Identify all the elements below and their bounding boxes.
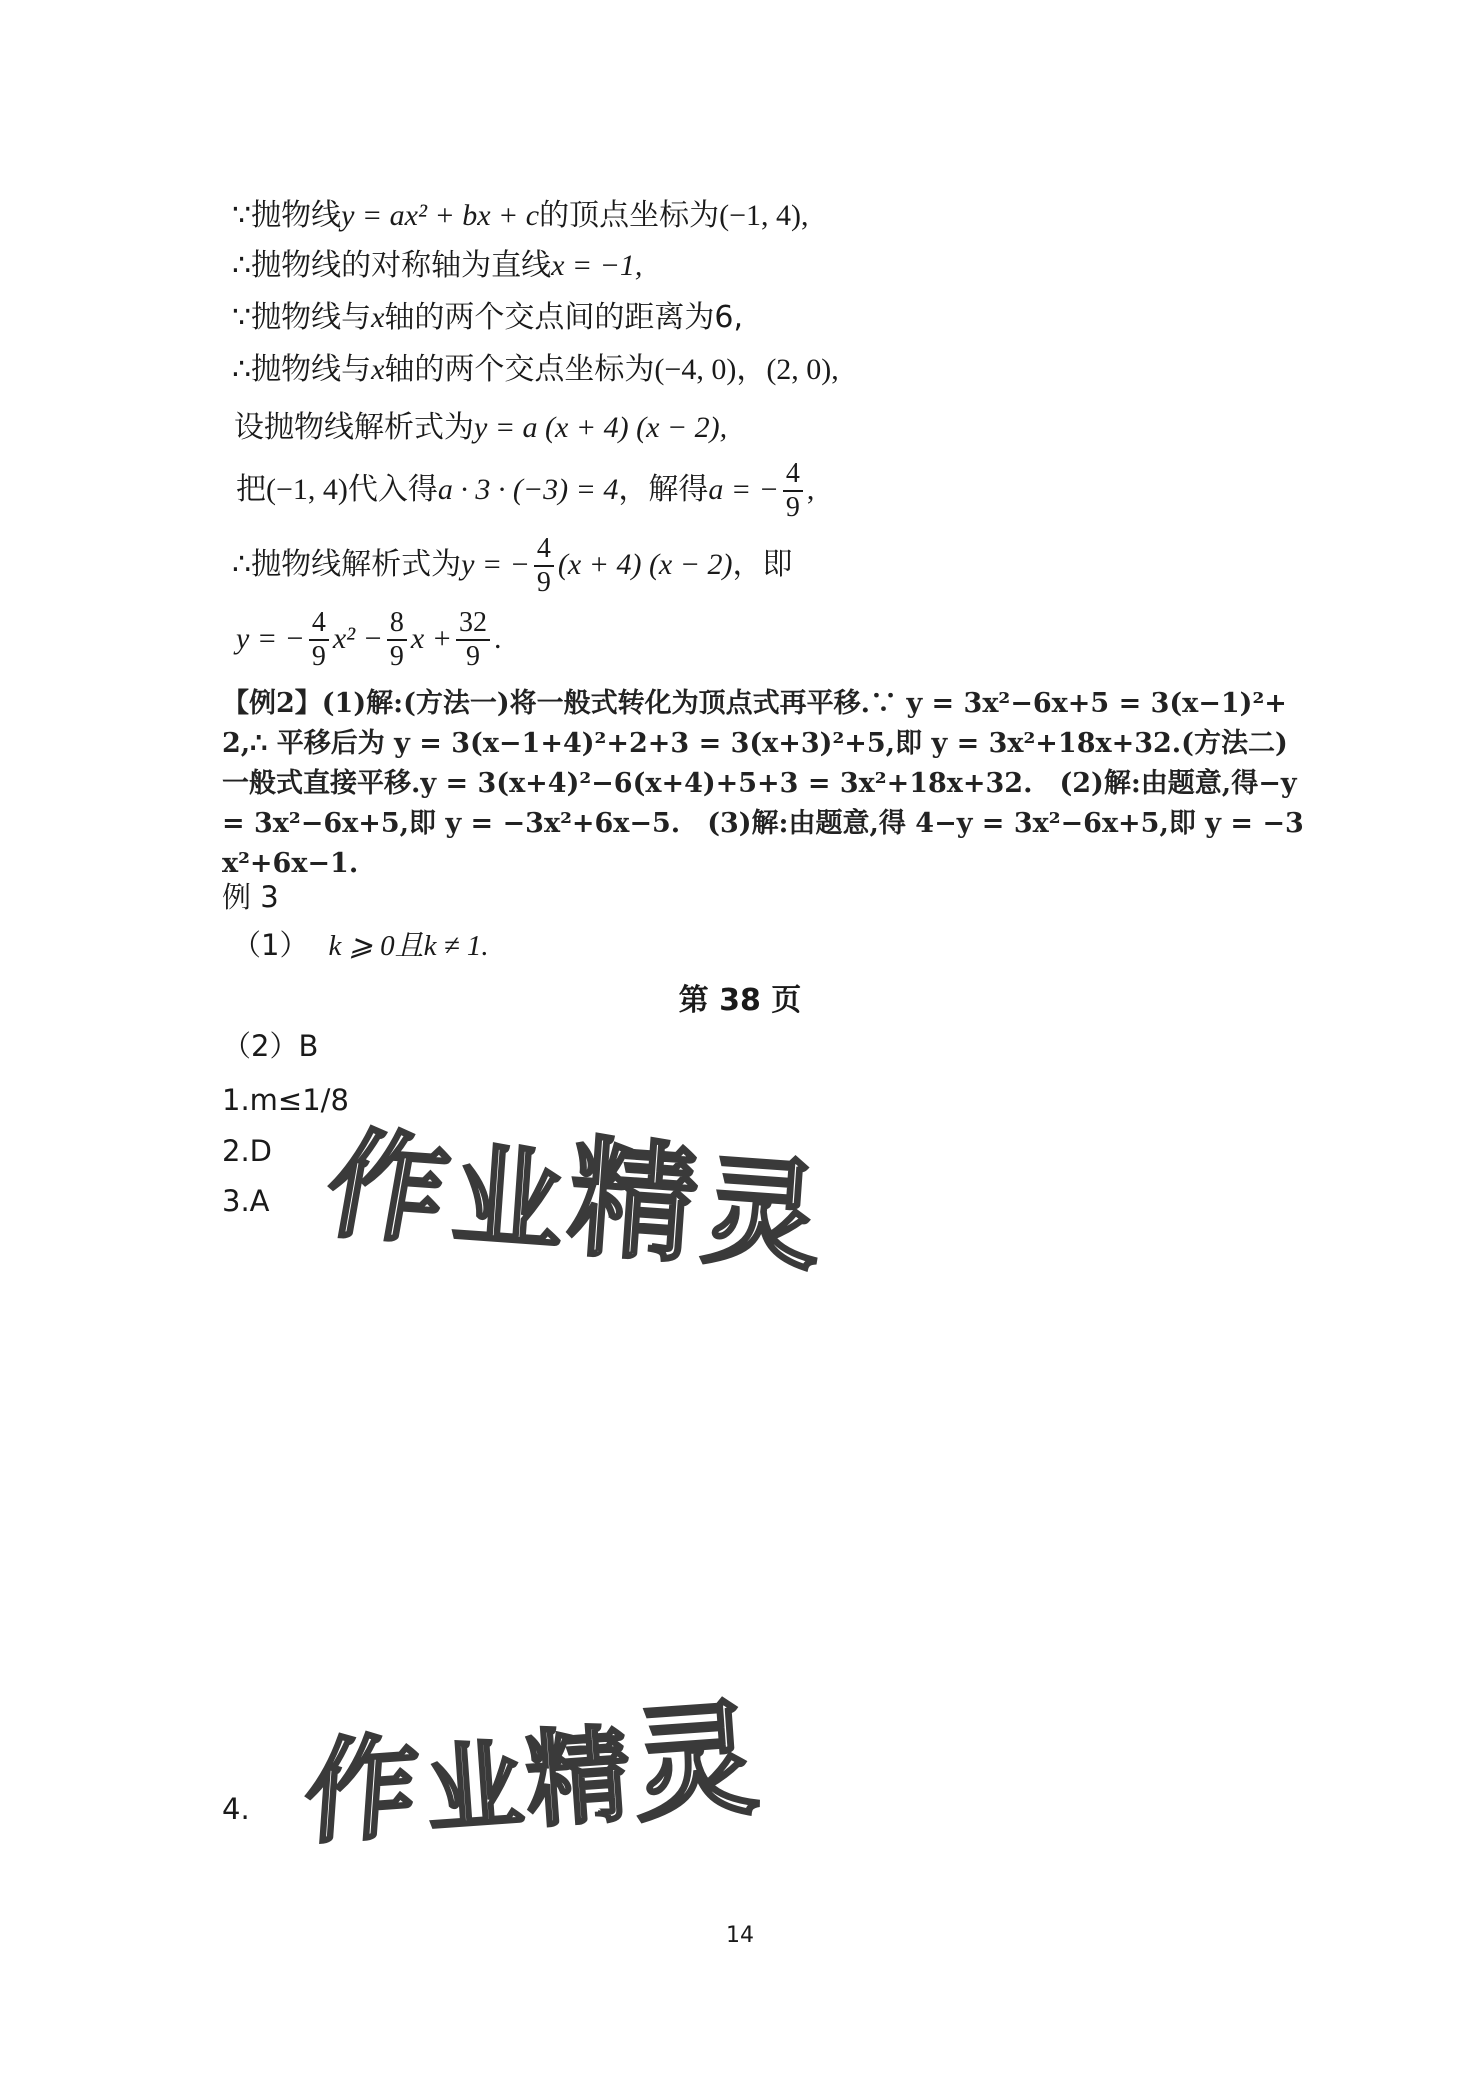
text: ∵抛物线	[232, 198, 342, 233]
numerator: 8	[387, 607, 407, 641]
watermark-char: 业	[422, 1728, 527, 1848]
math: (−4, 0)，(2, 0),	[654, 353, 839, 386]
solution-line-7	[232, 530, 793, 600]
text: 轴的两个交点坐标为	[384, 352, 655, 387]
math: y = −	[236, 622, 305, 655]
text: ∴抛物线的对称轴为直线	[232, 248, 552, 283]
math: x	[371, 301, 385, 334]
answer-q2: （2）B	[222, 1029, 319, 1063]
text: ∴抛物线与	[232, 352, 372, 387]
math: ,	[806, 473, 815, 506]
text: ∴抛物线解析式为	[232, 547, 462, 582]
numerator: 32	[456, 607, 490, 641]
math: x = −1,	[551, 249, 643, 282]
watermark-char: 精	[564, 1123, 703, 1282]
answer-2: 2.D	[222, 1134, 272, 1168]
watermark-char: 业	[448, 1131, 568, 1267]
answer-1: 1.m≤1/8	[222, 1083, 349, 1117]
math: .	[493, 622, 502, 655]
math: x +	[410, 622, 452, 655]
fraction	[534, 533, 554, 599]
math: y = a (x + 4) (x − 2),	[474, 411, 728, 444]
math: a = −	[708, 473, 779, 506]
example-3-label: 例 3	[222, 880, 279, 914]
watermark-bottom	[299, 1659, 762, 1868]
math: y = −	[461, 548, 530, 581]
text: 的顶点坐标为	[539, 198, 720, 233]
fraction	[309, 607, 329, 673]
example-2-paragraph: 【例2】(1)解:(方法一)将一般式转化为顶点式再平移.∵ y = 3x²−6x+5 = 3(x−1)²+2,∴ 平移后为 y = 3(x−1+4)²+2+3 = 3(x+3)²+5,即 y = 3x²+18x+32.(方法二)一般式直接平移.y = 3(x+4)²−6(x+4)+5+3 = 3x²+18x+32. (2)解:由题意,得−y = 3x²−6x+5,即 y = −3x²+6x−5. (3)解:由题意,得 4−y = 3x²−6x+5,即 y = −3x²+6x−1.	[222, 688, 1304, 879]
watermark-char: 灵	[697, 1141, 826, 1287]
solution-line-3	[232, 298, 743, 338]
question-label: （1）	[232, 928, 309, 962]
math: (−1, 4),	[719, 199, 809, 232]
text: ，解得	[618, 472, 709, 507]
denominator: 9	[785, 491, 800, 523]
page-number: 14	[726, 1923, 754, 1948]
denominator: 9	[536, 566, 551, 598]
answer: k ⩾ 0且k ≠ 1.	[328, 930, 489, 962]
solution-line-1	[232, 196, 809, 236]
numerator: 4	[783, 458, 803, 492]
solution-line-4	[232, 350, 839, 390]
math: a · 3 · (−3) = 4	[437, 473, 619, 506]
watermark-char: 精	[521, 1713, 635, 1843]
denominator: 9	[465, 640, 480, 672]
text: 代入得	[347, 472, 438, 507]
text: ∵抛物线与	[232, 300, 372, 335]
fraction	[387, 607, 407, 673]
answer-4: 4.	[222, 1792, 250, 1826]
denominator: 9	[311, 640, 326, 672]
page-heading: 第 38 页	[678, 983, 802, 1018]
watermark-top	[316, 1078, 828, 1296]
numerator: 4	[309, 607, 329, 641]
math: y = ax² + bx + c	[341, 199, 540, 232]
math: x² −	[332, 622, 383, 655]
solution-line-5	[234, 408, 727, 448]
solution-line-8	[236, 604, 501, 674]
watermark-char: 作	[316, 1115, 459, 1261]
example-3-q1	[232, 925, 489, 966]
math: (−1, 4)	[266, 473, 348, 506]
solution-line-2	[232, 246, 642, 286]
math: x	[371, 353, 385, 386]
text: 把	[236, 472, 266, 507]
text: 设抛物线解析式为	[234, 410, 474, 445]
text: ，即	[732, 547, 793, 582]
answer-3: 3.A	[222, 1184, 270, 1218]
denominator: 9	[389, 640, 404, 672]
fraction	[783, 458, 803, 524]
text: 轴的两个交点间的距离为6,	[384, 300, 744, 335]
fraction	[456, 607, 490, 673]
watermark-char: 灵	[628, 1687, 763, 1840]
watermark-char: 作	[300, 1721, 422, 1861]
numerator: 4	[534, 533, 554, 567]
solution-line-6	[236, 455, 814, 525]
math: (x + 4) (x − 2)	[557, 548, 733, 581]
